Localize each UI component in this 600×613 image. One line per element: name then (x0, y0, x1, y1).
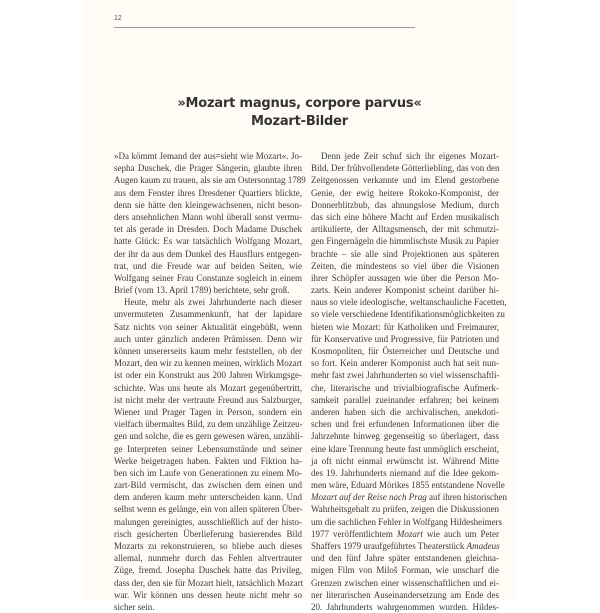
text-line: tet als gerade in Dresden. Doch Madame Duschek (114, 224, 302, 235)
text-line: migen Film von Miloš Forman, wie unscharf die (311, 565, 499, 576)
italic-title: Mozart auf der Reise nach Prag (311, 492, 427, 503)
italic-title: Amadeus (466, 541, 500, 551)
text-line: schen und frei erfundenen Informationen über die (311, 419, 499, 430)
text-line: Zeiten, die mindestens so viel über die Visionen (311, 260, 499, 271)
text-line: Wolfgang seiner Frau Constanze sogleich in einem (114, 272, 302, 283)
text-line: Shaffers 1979 uraufgeführtes Theaterstück Amadeus (311, 541, 500, 551)
text-line: so viele verschiedene Identifikationsmöglichkeiten zu (311, 309, 505, 320)
text-line: ist nicht mehr der vertraute Freund aus Salzburger, (114, 394, 302, 405)
left-column (114, 150, 306, 613)
text-line: Heute, mehr als zwei Jahrhunderte nach dieser (124, 297, 302, 308)
text-line: sicher sein. (114, 601, 155, 612)
text-line: um die sachlichen Fehler in Wolfgang Hildesheimers (311, 516, 503, 527)
text-line: ge Interpreten seiner Lebensumstände und seiner (114, 443, 302, 454)
text-line: zart-Bild vermischt, das zwischen dem einen und (114, 480, 302, 491)
text-line: Zeitgenossen verkannte und im Elend gestorbene (311, 175, 499, 186)
text-line: sepha Duschek, die Prager Sängerin, glaubte ihren (114, 163, 302, 174)
text-line: naus so viele ideologische, weltanschauliche Facetten, (311, 297, 507, 308)
text-line: Brief (vom 13. April 1789) berichtete, sehr groß. (114, 285, 290, 296)
text-line: eine klare Trennung heute fast unmöglich erscheint, (311, 443, 499, 454)
text-line: Werke beigetragen haben. Fakten und Fiktion ha- (114, 455, 302, 466)
text-line: hatte Glück: Es war tatsächlich Wolfgang Mozart, (114, 236, 302, 247)
text-line: dem anderen kaum mehr unterscheiden kann. Und (114, 492, 302, 503)
page-number: 12 (114, 15, 122, 22)
text-line: 1977 veröffentlichtem Mozart wie auch um Peter (311, 528, 499, 539)
text-line: Satz nichts von seiner Aktualität eingebüßt, wenn (114, 321, 302, 332)
text-line: das sich eine höhere Macht auf Erden musikalisch (311, 211, 499, 222)
text-line: zarts. Kein anderer Komponist scheint darüber hi- (311, 285, 499, 296)
text-line: des 19. Jahrhunderts niemand auf die Idee gekom- (311, 467, 499, 478)
text-line: 20. Jahrhunderts wahrgenommen wurden. Hildes- (311, 601, 499, 612)
text-line: ist oder ein Konstrukt aus 200 Jahren Wirkungsge- (114, 370, 302, 381)
text-line: Kosmopoliten, für Österreicher und Deutsche und (311, 346, 499, 356)
text-line: ja oft nicht einmal erwünscht ist. Während Mitte (311, 455, 499, 466)
text-line: schichte. Was uns heute als Mozart gegenübertritt, (114, 382, 302, 393)
text-line: samkeit parallel zueinander erfahren; bei keinem (311, 394, 499, 405)
text-line: Wiener und Prager Tagen in Person, sondern ein (114, 406, 302, 417)
text-line: können unsererseits kaum mehr feststellen, ob der (114, 346, 302, 356)
text-line: selbst wenn es gelänge, ein von allen späteren Über- (114, 504, 303, 515)
text-line: Grenzen zwischen einer wissenschaftlichen und ei- (311, 577, 499, 588)
text-line: trat, und die Freude war auf beiden Seiten, wie (114, 260, 302, 271)
text-line: brachte – sie alle sind Projektionen aus späteren (311, 248, 499, 259)
text-line: allemal, nunmehr durch das Fehlen altvertrauter (114, 553, 302, 564)
text-line: anderen haben sich die archivalischen, anekdoti- (311, 406, 499, 417)
right-column (311, 150, 507, 613)
text-line: war. Wir können uns dessen heute nicht mehr so (114, 589, 302, 600)
text-line: gen Fingernägeln die himmlischste Musik zu Papier (311, 236, 499, 247)
text-line: »Da kömmt Jemand der aus=sieht wie Mozart«. Jo- (114, 151, 302, 161)
text-line: mehr fast zwei Jahrhunderten so viel wissenschaftli- (311, 370, 500, 381)
text-line: und den fünf Jahre später entstandenen gleichna- (311, 553, 499, 564)
text-line: gen und solche, die es gern gewesen wären, unzähli- (114, 431, 303, 442)
text-line: malungen gereinigtes, ausschließlich auf der histo- (114, 516, 302, 527)
text-line: vielfach übermaltes Bild, zu dem unzählige Zeitzeu- (114, 419, 303, 430)
chapter-title-main: »Mozart magnus, corpore parvus« (177, 96, 422, 111)
text-line: ihrer Schöpfer aussagen wie über die Person Mo- (311, 272, 499, 283)
text-line: Jahrzehnte hinweg gegenseitig so überlagert, dass (311, 431, 499, 442)
text-line: ders ansehnlichen Mann wohl überall sonst vermu- (114, 211, 302, 222)
text-line: Wahrheitsgehalt zu prüfen, zeigen die Diskussionen (311, 504, 499, 515)
text-line: so fort. Kein anderer Komponist auch hat seit nun- (311, 358, 499, 369)
text-line: men wäre, Eduard Mörikes 1855 entstandene Novelle (311, 480, 505, 491)
text-line: che, literarische und trivialbiografische Aufmerk- (311, 382, 499, 393)
text-line: Mozarts zu rekonstruieren, so bliebe auch dieses (114, 541, 302, 551)
text-line: Bild. Der frühvollendete Götterliebling, das von den (311, 163, 500, 174)
text-line: ben sich im Laufe von Generationen zu einem Mo- (114, 467, 302, 478)
text-line: Donnerblitzbub, das ahnungslose Medium, durch (311, 199, 499, 210)
text-line: dass der, den sie für Mozart hielt, tatsächlich Mozart (114, 577, 304, 588)
text-line: risch gesicherten Überlieferung basierendes Bild (114, 528, 302, 539)
text-line: Denn jede Zeit schuf sich ihr eigenes Mozart- (321, 151, 499, 161)
header-rule (114, 27, 415, 28)
text-line: Mozart, den wir zu kennen meinen, wirklich Mozart (114, 358, 303, 369)
text-line: unvermuteten Zusammenkunft, hat der lapidare (114, 309, 302, 320)
text-line: Mozart auf der Reise nach Prag auf ihren historischen (311, 492, 507, 503)
text-line: der ihr da aus dem Dunkel des Hausflurs entgegen- (114, 248, 302, 259)
chapter-title (84, 95, 515, 131)
text-line: Züge, fremd. Josepha Duschek hatte das Privileg, (114, 565, 302, 576)
text-line: für Konservative und Progressive, für Patrioten und (311, 333, 499, 344)
text-line: auch unter gänzlich anderen Prämissen. Denn wir (114, 333, 302, 344)
text-line: Augen kaum zu trauen, als sie am Ostersonntag 1789 (114, 175, 306, 186)
text-line: artikulierte, der Alltagsmensch, der mit schmutzi- (311, 224, 499, 235)
text-line: Genie, der ewig heitere Rokoko-Komponist, der (311, 187, 499, 198)
text-line: ner literarischen Auseinandersetzung am Ende des (311, 589, 499, 600)
text-line: bieten wie Mozart: für Katholiken und Freimaurer, (311, 321, 499, 332)
text-line: aus dem Fenster ihres Dresdener Quartiers blickte, (114, 187, 302, 198)
chapter-subtitle: Mozart-Bilder (251, 114, 348, 129)
italic-title: Mozart (396, 528, 423, 539)
text-line: denn sie hätte den kleingewachsenen, nicht beson- (114, 199, 302, 210)
